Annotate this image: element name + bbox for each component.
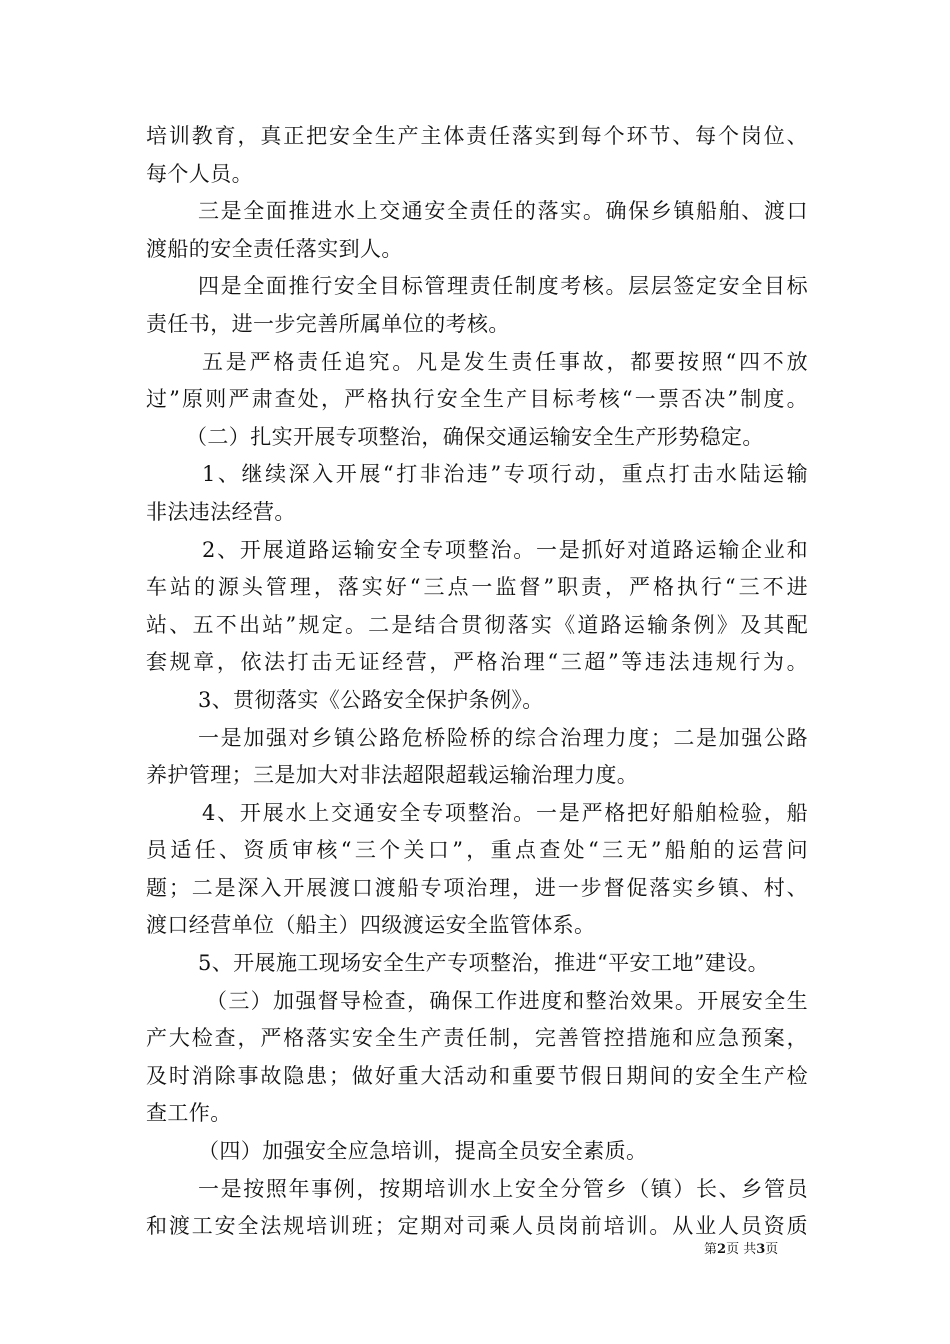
text-line: 1、继续深入开展“打非治违”专项行动，重点打击水陆运输 xyxy=(202,462,808,487)
text-line: 4、开展水上交通安全专项整治。一是严格把好船舶检验，船 xyxy=(202,800,808,825)
text-line: 2、开展道路运输安全专项整治。一是抓好对道路运输企业和 xyxy=(202,537,808,562)
text-line: 查工作。 xyxy=(146,1101,232,1126)
page-number-footer xyxy=(704,1241,778,1259)
text-line: 四是全面推行安全目标管理责任制度考核。层层签定安全目标 xyxy=(198,274,808,299)
text-line: 产大检查，严格落实安全生产责任制，完善管控措施和应急预案， xyxy=(146,1026,808,1051)
text-line: 渡船的安全责任落实到人。 xyxy=(146,236,403,261)
text-line: 过”原则严肃查处，严格执行安全生产目标考核“一票否决”制度。 xyxy=(146,387,808,412)
footer-prefix: 第 xyxy=(704,1242,718,1257)
footer-suffix: 页 xyxy=(765,1242,779,1257)
text-line: （三）加强督导检查，确保工作进度和整治效果。开展安全生 xyxy=(206,988,808,1013)
body-text xyxy=(146,118,808,1246)
text-line: 责任书，进一步完善所属单位的考核。 xyxy=(146,311,510,336)
text-line: 套规章，依法打击无证经营，严格治理“三超”等违法违规行为。 xyxy=(146,650,808,675)
text-line: 培训教育，真正把安全生产主体责任落实到每个环节、每个岗位、 xyxy=(146,124,808,148)
text-line: 和渡工安全法规培训班；定期对司乘人员岗前培训。从业人员资质 xyxy=(146,1214,808,1239)
text-line: 每个人员。 xyxy=(146,161,253,186)
text-line: 题；二是深入开展渡口渡船专项治理，进一步督促落实乡镇、村、 xyxy=(146,875,808,900)
footer-total-pages: 3 xyxy=(756,1242,766,1257)
text-line: 一是加强对乡镇公路危桥险桥的综合治理力度；二是加强公路 xyxy=(198,725,808,750)
footer-current-page: 2 xyxy=(717,1242,727,1257)
text-line: （二）扎实开展专项整治，确保交通运输安全生产形势稳定。 xyxy=(186,424,764,449)
text-line: 5、开展施工现场安全生产专项整治，推进“平安工地”建设。 xyxy=(198,951,770,976)
text-line: 站、五不出站”规定。二是结合贯彻落实《道路运输条例》及其配 xyxy=(146,612,808,637)
text-line: 养护管理；三是加大对非法超限超载运输治理力度。 xyxy=(146,763,639,788)
text-line: 员适任、资质审核“三个关口”，重点查处“三无”船舶的运营问 xyxy=(146,838,808,863)
text-line: 一是按照年事例，按期培训水上安全分管乡（镇）长、乡管员 xyxy=(198,1176,808,1201)
footer-middle: 页 共 xyxy=(726,1242,757,1257)
text-line: 非法违法经营。 xyxy=(146,499,296,524)
text-line: 五是严格责任追究。凡是发生责任事故，都要按照“四不放 xyxy=(202,349,808,374)
text-line: 及时消除事故隐患；做好重大活动和重要节假日期间的安全生产检 xyxy=(146,1063,808,1088)
text-line: （四）加强安全应急培训，提高全员安全素质。 xyxy=(198,1139,648,1164)
text-line: 三是全面推进水上交通安全责任的落实。确保乡镇船舶、渡口 xyxy=(198,199,808,224)
text-line: 车站的源头管理，落实好“三点一监督”职责，严格执行“三不进 xyxy=(146,575,808,600)
text-line: 3、贯彻落实《公路安全保护条例》。 xyxy=(198,687,544,712)
text-line: 渡口经营单位（船主）四级渡运安全监管体系。 xyxy=(146,913,596,938)
